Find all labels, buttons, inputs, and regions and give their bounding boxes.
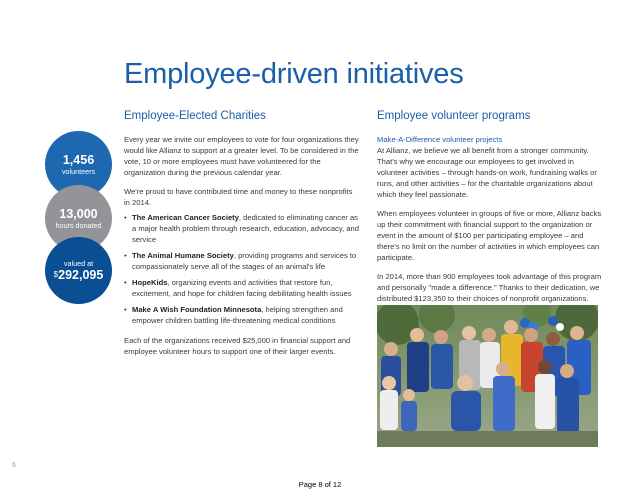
charities-intro: Every year we invite our employees to vote for four organizations they would like Allianz to support at a greater level. To be considered in the vote, 10 or more employees must have volunteered for the organization during the previous calendar year. [124, 135, 359, 177]
stat-value-currency: $ [53, 270, 59, 279]
charity-description: , providing programs and services to compassionately serve all of the stages of an animal's life [132, 251, 357, 271]
charities-list [124, 212, 360, 326]
charity-description: , dedicated to eliminating cancer as a major health problem through research, education, advocacy, and service [132, 213, 359, 244]
stat-value-label: valued at [63, 259, 94, 268]
list-item [124, 212, 360, 245]
list-item [124, 277, 360, 299]
stat-volunteers-value: 1,456 [62, 153, 95, 167]
charity-description: , helping strengthen and empower children battling life-threatening medical conditions [132, 305, 343, 325]
charity-description: , organizing events and activities that restore fun, excitement, and hope for children facing debilitating health issues [132, 278, 352, 298]
charities-closing: Each of the organizations received $25,000 in financial support and employee volunteer hours to support one of their larger events. [124, 336, 351, 356]
page-number: 6 [12, 462, 16, 469]
charities-section [124, 134, 360, 357]
stat-volunteers-label: volunteers [61, 167, 96, 176]
volunteer-p1: At Allianz, we believe we all benefit from a stronger community. That's why we encourage our employees to get involved in volunteer activities – through hands-on work, fundraising walks or runs, and other activities – for the charitable organizations about which they feel passionate. [377, 146, 597, 199]
page-footer: Page 8 of 12 [298, 480, 342, 489]
charity-name: HopeKids [132, 278, 168, 287]
stat-hours-label: hours donated [55, 221, 102, 230]
volunteer-subheading: Make-A-Difference volunteer projects [377, 135, 503, 144]
volunteer-section [377, 134, 605, 304]
stat-hours-value: 13,000 [59, 207, 98, 221]
list-item [124, 250, 360, 272]
charity-name: Make A Wish Foundation Minnesota [132, 305, 262, 314]
list-item [124, 304, 360, 326]
charity-name: The Animal Humane Society [132, 251, 234, 260]
charity-name: The American Cancer Society [132, 213, 239, 222]
volunteer-group-photo [377, 305, 598, 447]
charities-heading: Employee-Elected Charities [124, 110, 266, 122]
volunteer-heading: Employee volunteer programs [377, 110, 531, 122]
page-title: Employee-driven initiatives [124, 58, 464, 90]
stat-value-number: 292,095 [58, 268, 104, 282]
charities-proud: We're proud to have contributed time and money to these nonprofits in 2014. [124, 187, 353, 207]
stat-value-circle [45, 237, 112, 304]
stat-value-amount [54, 268, 104, 282]
volunteer-p3: In 2014, more than 900 employees took advantage of this program and personally "made a difference." Thanks to their dedication, we distributed $123,350 to their choices of nonprofit organizations. [377, 272, 602, 303]
volunteer-p2: When employees volunteer in groups of five or more, Allianz backs up their commitment with financial support to the organization or event in the amount of $100 per participating employee – and there's no limit on the number of activities in which employees can participate. [377, 209, 602, 262]
